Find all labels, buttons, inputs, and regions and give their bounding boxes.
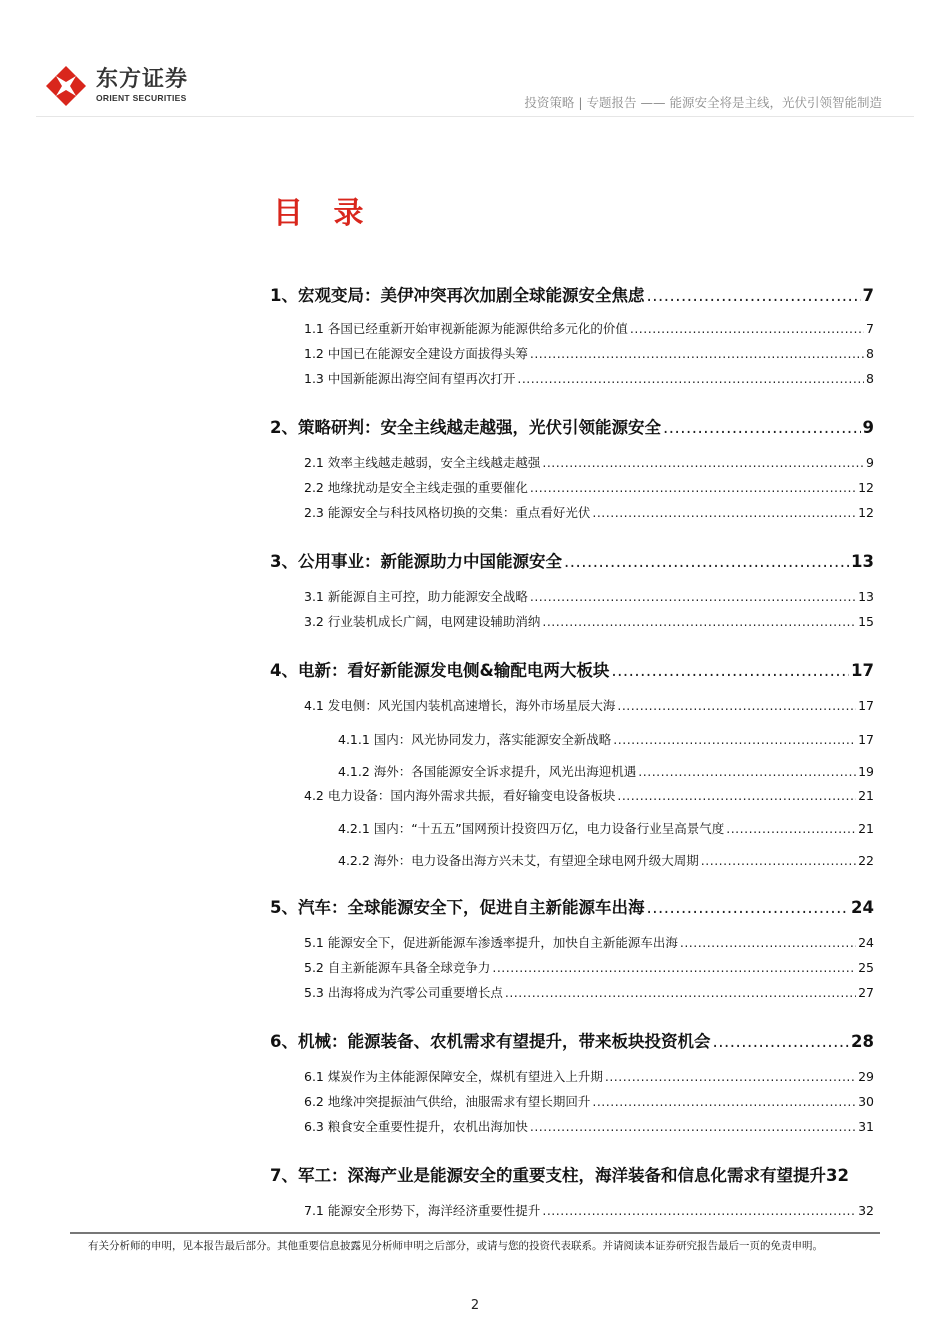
dot-leader — [630, 321, 864, 336]
header-divider — [36, 116, 914, 117]
dot-leader — [530, 346, 864, 361]
toc-entry-6-3[interactable]: 6.3 粮食安全重要性提升，农机出海加快 ..... 31 — [304, 1117, 874, 1135]
dot-leader — [492, 960, 856, 975]
logo-english-name: ORIENT SECURITIES — [96, 93, 187, 103]
dot-leader — [542, 1203, 856, 1218]
dot-leader — [505, 985, 856, 1000]
dot-leader — [726, 821, 856, 836]
dot-leader — [605, 1069, 856, 1084]
dot-leader — [542, 614, 856, 629]
toc-entry-5-2[interactable]: 5.2 自主新能源车具备全球竞争力 ..... 25 — [304, 958, 874, 976]
toc-entry-2[interactable]: 2、策略研判：安全主线越走越强，光伏引领能源安全 ..... 9 — [270, 414, 874, 438]
dot-leader — [530, 480, 856, 495]
toc-entry-4[interactable]: 4、电新：看好新能源发电侧&输配电两大板块 ..... 17 — [270, 657, 874, 681]
toc-entry-7-1[interactable]: 7.1 能源安全形势下，海洋经济重要性提升 ..... 32 — [304, 1201, 874, 1219]
dot-leader — [712, 1032, 849, 1051]
orient-securities-logo-icon — [44, 64, 88, 108]
toc-entry-4-2-2[interactable]: 4.2.2 海外：电力设备出海方兴未艾，有望迎全球电网升级大周期 ..... 22 — [338, 851, 874, 869]
toc-entry-5[interactable]: 5、汽车：全球能源安全下，促进自主新能源车出海 ..... 24 — [270, 894, 874, 918]
toc-entry-1[interactable]: 1、宏观变局：美伊冲突再次加剧全球能源安全焦虑 ..... 7 — [270, 282, 874, 306]
page-number: 2 — [470, 1298, 480, 1313]
toc-entry-1-3[interactable]: 1.3 中国新能源出海空间有望再次打开 ..... 8 — [304, 369, 874, 387]
toc-entry-6[interactable]: 6、机械：能源装备、农机需求有望提升，带来板块投资机会 ..... 28 — [270, 1028, 874, 1052]
dot-leader — [663, 418, 861, 437]
toc-entry-6-2[interactable]: 6.2 地缘冲突提振油气供给，油服需求有望长期回升 ..... 30 — [304, 1092, 874, 1110]
toc-entry-2-3[interactable]: 2.3 能源安全与科技风格切换的交集：重点看好光伏 ..... 12 — [304, 503, 874, 521]
dot-leader — [611, 661, 849, 680]
toc-entry-2-2[interactable]: 2.2 地缘扰动是安全主线走强的重要催化 ..... 12 — [304, 478, 874, 496]
disclaimer-text: 有关分析师的申明，见本报告最后部分。其他重要信息披露见分析师申明之后部分，或请与您的投资代表联系。并请阅读本证券研究报告最后一页的免责申明。 — [88, 1240, 823, 1252]
dot-leader — [592, 1094, 856, 1109]
dot-leader — [542, 455, 864, 470]
dot-leader — [517, 371, 864, 386]
toc-entry-1-1[interactable]: 1.1 各国已经重新开始审视新能源为能源供给多元化的价值 ..... 7 — [304, 319, 874, 337]
dot-leader — [680, 935, 856, 950]
footer-divider — [70, 1232, 880, 1234]
dot-leader — [564, 552, 849, 571]
toc-entry-3[interactable]: 3、公用事业：新能源助力中国能源安全 ..... 13 — [270, 548, 874, 572]
logo-chinese-name: 东方证券 — [96, 67, 189, 92]
toc-entry-3-2[interactable]: 3.2 行业装机成长广阔，电网建设辅助消纳 ..... 15 — [304, 612, 874, 630]
toc-entry-4-1-2[interactable]: 4.1.2 海外：各国能源安全诉求提升，风光出海迎机遇 ..... 19 — [338, 762, 874, 780]
dot-leader — [638, 764, 856, 779]
toc-title: 目 录 — [273, 196, 374, 231]
toc-entry-3-1[interactable]: 3.1 新能源自主可控，助力能源安全战略 ..... 13 — [304, 587, 874, 605]
dot-leader — [530, 589, 856, 604]
dot-leader — [617, 788, 856, 803]
toc-entry-4-2[interactable]: 4.2 电力设备：国内海外需求共振，看好输变电设备板块 ..... 21 — [304, 786, 874, 804]
dot-leader — [646, 286, 860, 305]
toc-entry-7[interactable]: 7、军工：深海产业是能源安全的重要支柱，海洋装备和信息化需求有望提升 32 — [270, 1166, 849, 1185]
toc-entry-4-2-1[interactable]: 4.2.1 国内：“十五五”国网预计投资四万亿，电力设备行业呈高景气度 ..... 21 — [338, 819, 874, 837]
dot-leader — [613, 732, 856, 747]
company-logo — [44, 64, 188, 108]
toc-entry-1-2[interactable]: 1.2 中国已在能源安全建设方面拔得头筹 ..... 8 — [304, 344, 874, 362]
toc-entry-6-1[interactable]: 6.1 煤炭作为主体能源保障安全，煤机有望进入上升期 ..... 29 — [304, 1067, 874, 1085]
toc-entry-5-3[interactable]: 5.3 出海将成为汽零公司重要增长点 ..... 27 — [304, 983, 874, 1001]
toc-entry-4-1[interactable]: 4.1 发电侧：风光国内装机高速增长，海外市场星辰大海 ..... 17 — [304, 696, 874, 714]
dot-leader — [617, 698, 856, 713]
toc-entry-4-1-1[interactable]: 4.1.1 国内：风光协同发力，落实能源安全新战略 ..... 17 — [338, 730, 874, 748]
dot-leader — [701, 853, 856, 868]
report-title: 投资策略 | 专题报告 —— 能源安全将是主线，光伏引领智能制造 — [524, 95, 882, 110]
toc-entry-2-1[interactable]: 2.1 效率主线越走越弱，安全主线越走越强 ..... 9 — [304, 453, 874, 471]
dot-leader — [646, 898, 849, 917]
dot-leader — [592, 505, 856, 520]
toc-entry-5-1[interactable]: 5.1 能源安全下，促进新能源车渗透率提升，加快自主新能源车出海 ..... 24 — [304, 933, 874, 951]
dot-leader — [530, 1119, 856, 1134]
